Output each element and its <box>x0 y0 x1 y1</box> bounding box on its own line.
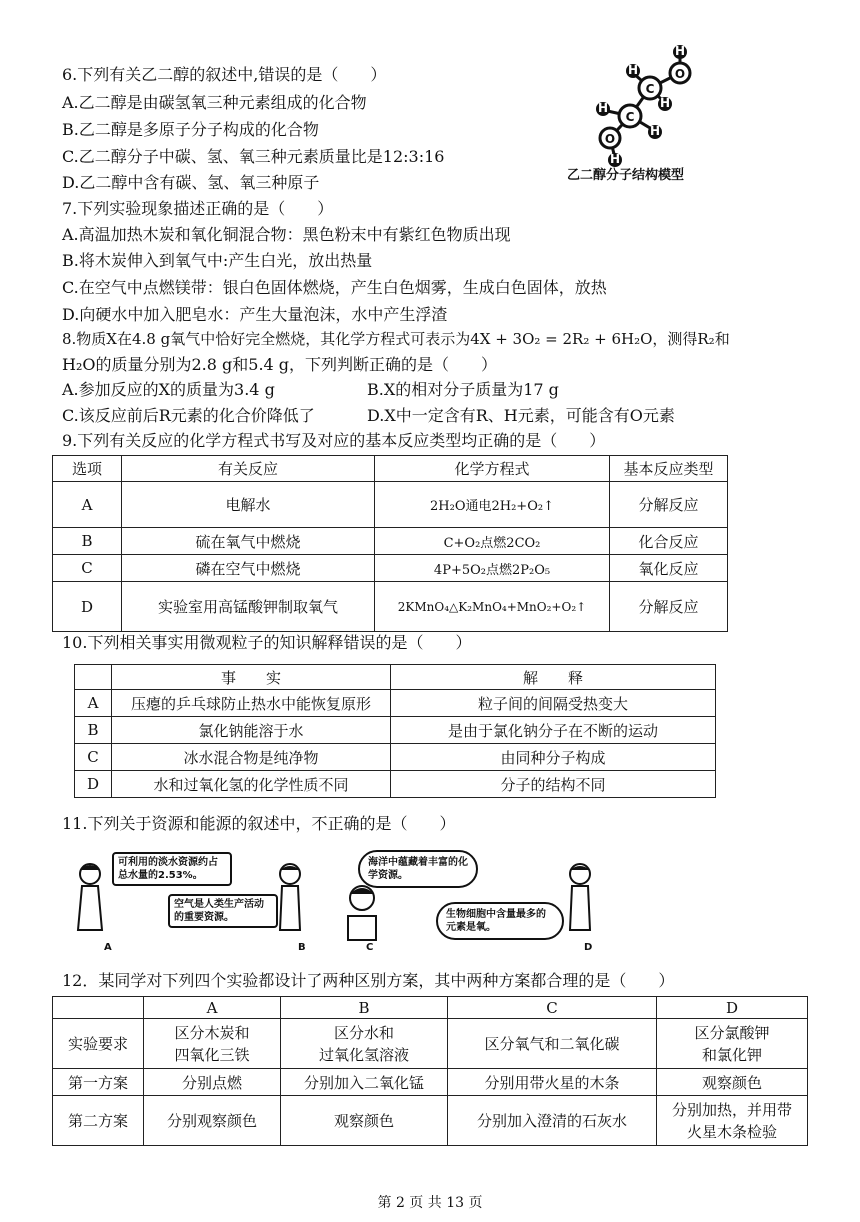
q10-cell: 粒子间的间隔受热变大 <box>391 690 716 717</box>
q12-header-cell: A <box>144 997 281 1019</box>
q11-cartoon <box>70 846 630 958</box>
q9-cell: B <box>53 528 122 555</box>
svg-text:C: C <box>625 110 635 124</box>
model-caption: 乙二醇分子结构模型 <box>567 168 685 183</box>
q12-cell: 第二方案 <box>53 1096 144 1146</box>
q12-cell: 观察颜色 <box>281 1096 448 1146</box>
q9-cell: C <box>53 555 122 582</box>
q9-cell: 电解水 <box>122 482 375 528</box>
q10-table <box>74 664 716 798</box>
q6-option-a: A.乙二醇是由碳氢氧三种元素组成的化合物 <box>62 93 367 112</box>
q9-header-cell: 有关反应 <box>122 456 375 482</box>
svg-text:H: H <box>609 152 621 166</box>
q8-stem-line1: 8.物质X在4.8 g氧气中恰好完全燃烧，其化学方程式可表示为4X + 3O₂ = 2R₂ + 6H₂O，测得R₂和 <box>62 330 730 348</box>
q10-cell: 由同种分子构成 <box>391 744 716 771</box>
q12-cell: 分别观察颜色 <box>144 1096 281 1146</box>
q12-cell: 分别加入澄清的石灰水 <box>448 1096 657 1146</box>
q9-cell: D <box>53 582 122 632</box>
q6-option-c: C.乙二醇分子中碳、氢、氧三种元素质量比是12:3:16 <box>62 147 445 166</box>
figure-label: A <box>104 942 112 953</box>
svg-text:O: O <box>604 132 616 146</box>
bubble-b: 空气是人类生产活动的重要资源。 <box>168 894 278 928</box>
q7-option-d: D.向硬水中加入肥皂水：产生大量泡沫，水中产生浮渣 <box>62 305 448 324</box>
q12-cell: 分别加热，并用带 火星木条检验 <box>657 1096 808 1146</box>
q7-stem: 7.下列实验现象描述正确的是（ ） <box>62 199 334 218</box>
q10-header-cell <box>75 665 112 690</box>
svg-text:H: H <box>597 101 609 115</box>
q9-cell: 化合反应 <box>610 528 728 555</box>
q9-cell: 磷在空气中燃烧 <box>122 555 375 582</box>
figure-a <box>70 860 110 940</box>
q12-cell: 区分水和 过氧化氢溶液 <box>281 1019 448 1069</box>
q10-cell: A <box>75 690 112 717</box>
q12-cell: 第一方案 <box>53 1069 144 1096</box>
q12-cell: 区分氧气和二氧化碳 <box>448 1019 657 1069</box>
figure-label: D <box>584 942 593 953</box>
q12-header-cell: C <box>448 997 657 1019</box>
svg-text:H: H <box>659 96 671 110</box>
q7-option-b: B.将木炭伸入到氧气中:产生白光，放出热量 <box>62 251 373 270</box>
q9-cell: 实验室用高锰酸钾制取氧气 <box>122 582 375 632</box>
q9-cell: 硫在氧气中燃烧 <box>122 528 375 555</box>
q12-cell: 观察颜色 <box>657 1069 808 1096</box>
q12-cell: 分别加入二氧化锰 <box>281 1069 448 1096</box>
q9-cell: A <box>53 482 122 528</box>
q10-cell: D <box>75 771 112 798</box>
q6-option-b: B.乙二醇是多原子分子构成的化合物 <box>62 120 319 139</box>
svg-text:C: C <box>645 82 655 96</box>
q12-cell: 实验要求 <box>53 1019 144 1069</box>
svg-text:H: H <box>627 63 639 77</box>
figure-d <box>560 860 600 940</box>
page-footer: 第 2 页 共 13 页 <box>377 1195 483 1211</box>
q12-header-cell: D <box>657 997 808 1019</box>
q8-stem-line2: H₂O的质量分别为2.8 g和5.4 g，下列判断正确的是（ ） <box>62 355 498 374</box>
bubble-d: 生物细胞中含量最多的元素是氧。 <box>436 902 564 940</box>
q10-stem: 10.下列相关事实用微观粒子的知识解释错误的是（ ） <box>62 633 472 652</box>
bubble-c: 海洋中蕴藏着丰富的化学资源。 <box>358 850 478 888</box>
svg-text:H: H <box>649 124 661 138</box>
q12-header-cell <box>53 997 144 1019</box>
figure-label: B <box>298 942 306 953</box>
q6-stem: 6.下列有关乙二醇的叙述中,错误的是（ ） <box>62 65 387 84</box>
q10-cell: 冰水混合物是纯净物 <box>112 744 391 771</box>
q12-cell: 区分木炭和 四氧化三铁 <box>144 1019 281 1069</box>
q10-cell: B <box>75 717 112 744</box>
q8-option-c: C.该反应前后R元素的化合价降低了 <box>62 406 315 425</box>
q9-cell: 分解反应 <box>610 582 728 632</box>
q8-option-d: D.X中一定含有R、H元素，可能含有O元素 <box>367 406 675 425</box>
q9-cell: 4P+5O₂点燃2P₂O₅ <box>375 555 610 582</box>
figure-b <box>270 860 310 940</box>
q9-stem: 9.下列有关反应的化学方程式书写及对应的基本反应类型均正确的是（ ） <box>62 431 606 450</box>
q10-cell: 压瘪的乒乓球防止热水中能恢复原形 <box>112 690 391 717</box>
q10-cell: 水和过氧化氢的化学性质不同 <box>112 771 391 798</box>
q8-option-a: A.参加反应的X的质量为3.4 g <box>62 380 275 399</box>
q9-cell: 氧化反应 <box>610 555 728 582</box>
q9-cell: 分解反应 <box>610 482 728 528</box>
q9-header-cell: 选项 <box>53 456 122 482</box>
q10-cell: C <box>75 744 112 771</box>
q10-header-cell: 解 释 <box>391 665 716 690</box>
q10-cell: 分子的结构不同 <box>391 771 716 798</box>
q10-cell: 氯化钠能溶于水 <box>112 717 391 744</box>
q9-cell: C+O₂点燃2CO₂ <box>375 528 610 555</box>
svg-text:O: O <box>674 67 686 81</box>
ethylene-glycol-model <box>585 38 735 168</box>
q6-option-d: D.乙二醇中含有碳、氢、氧三种原子 <box>62 173 320 192</box>
q12-stem: 12．某同学对下列四个实验都设计了两种区别方案，其中两种方案都合理的是（ ） <box>62 971 675 990</box>
q9-cell: 2KMnO₄△K₂MnO₄+MnO₂+O₂↑ <box>375 582 610 632</box>
q9-table <box>52 455 728 632</box>
figure-label: C <box>366 942 374 953</box>
q12-cell: 分别点燃 <box>144 1069 281 1096</box>
q8-option-b: B.X的相对分子质量为17 g <box>367 380 559 399</box>
figure-c <box>340 882 384 942</box>
bubble-a: 可利用的淡水资源约占总水量的2.53%。 <box>112 852 232 886</box>
q9-cell: 2H₂O通电2H₂+O₂↑ <box>375 482 610 528</box>
q10-cell: 是由于氯化钠分子在不断的运动 <box>391 717 716 744</box>
q11-stem: 11.下列关于资源和能源的叙述中，不正确的是（ ） <box>62 814 456 833</box>
q12-cell: 分别用带火星的木条 <box>448 1069 657 1096</box>
q7-option-c: C.在空气中点燃镁带：银白色固体燃烧，产生白色烟雾，生成白色固体，放热 <box>62 278 607 297</box>
q12-header-cell: B <box>281 997 448 1019</box>
q12-table <box>52 996 808 1146</box>
svg-text:H: H <box>674 44 686 58</box>
q7-option-a: A.高温加热木炭和氧化铜混合物：黑色粉末中有紫红色物质出现 <box>62 225 511 244</box>
q9-header-cell: 化学方程式 <box>375 456 610 482</box>
q9-header-cell: 基本反应类型 <box>610 456 728 482</box>
q12-cell: 区分氯酸钾 和氯化钾 <box>657 1019 808 1069</box>
q10-header-cell: 事 实 <box>112 665 391 690</box>
